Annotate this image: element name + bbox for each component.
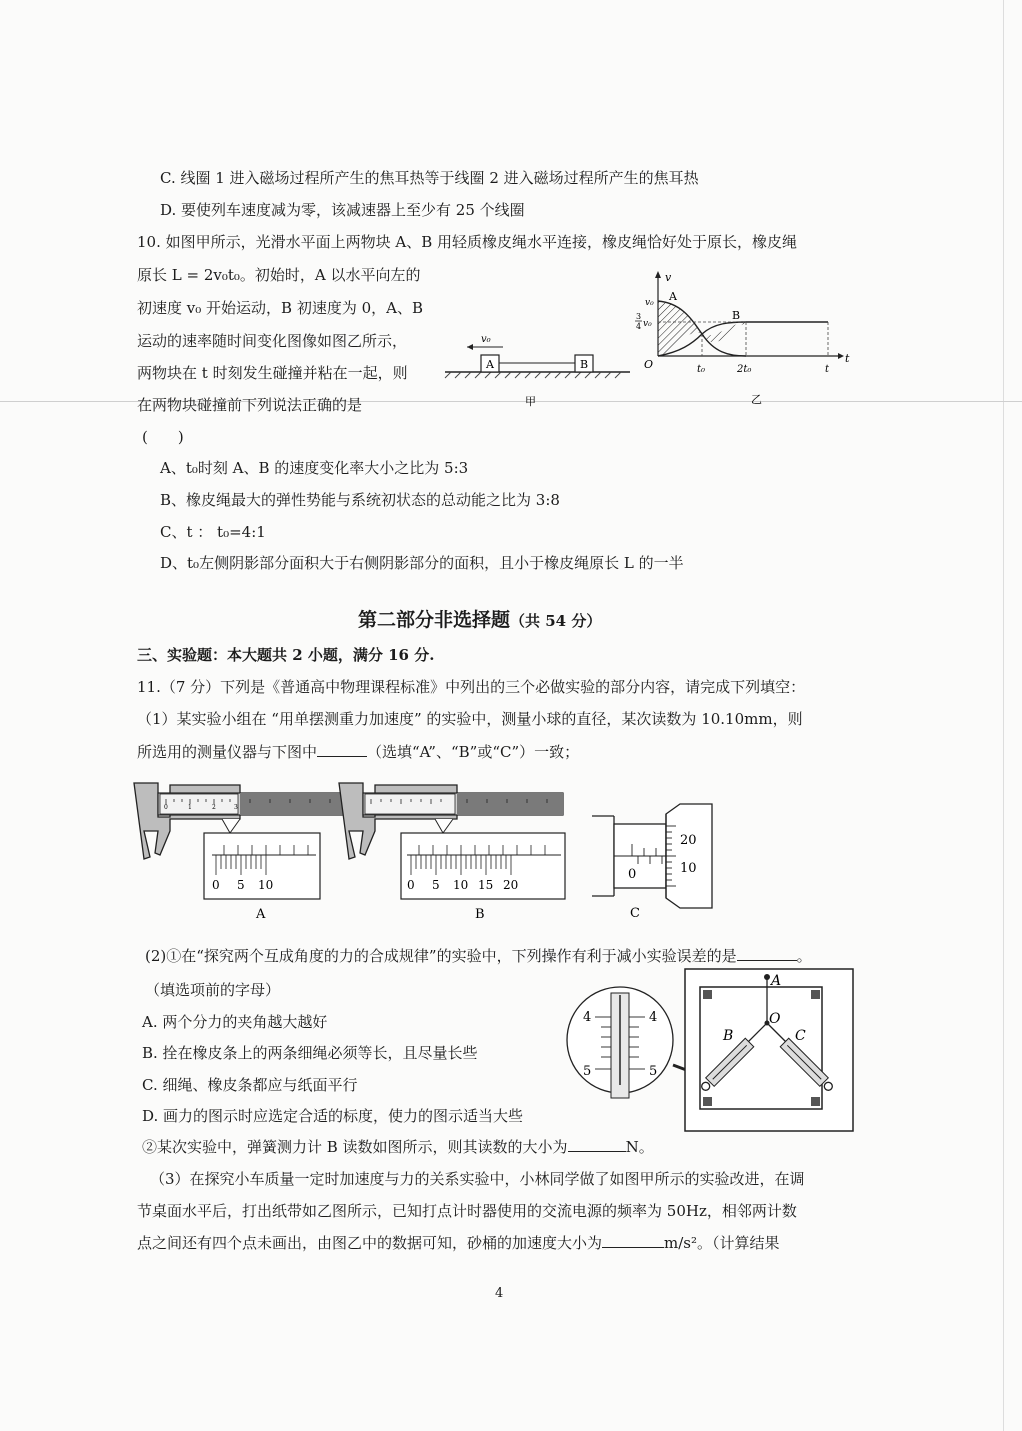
vernier-caliper-a xyxy=(130,775,350,925)
q11-stem: 11.（7 分）下列是《普通高中物理课程标准》中列出的三个必做实验的部分内容，请完成下列填空： xyxy=(137,678,806,696)
figure-yi-vt-graph xyxy=(636,268,856,408)
vernier-b-mark-10: 10 xyxy=(453,878,469,892)
page-number: 4 xyxy=(495,1286,504,1301)
t-tick-label: t xyxy=(825,364,830,375)
q10-option-b: B、橡皮绳最大的弹性势能与系统初状态的总动能之比为 3:8 xyxy=(160,491,560,509)
vernier-caliper-b xyxy=(335,775,570,925)
block-b-label: B xyxy=(579,358,589,371)
q11-option-a: A. 两个分力的夹角越大越好 xyxy=(142,1013,328,1031)
micrometer-mark-20: 20 xyxy=(680,833,697,848)
scale-a-top-2: 2 xyxy=(212,804,216,811)
q11-part1-suffix: （选填“A”、“B”或“C”）一致； xyxy=(367,743,580,761)
t0-tick-label: t₀ xyxy=(697,364,706,375)
q10-stem-line-4: 运动的速率随时间变化图像如图乙所示， xyxy=(137,332,408,350)
figure-b-label: B xyxy=(475,907,485,922)
vernier-b-mark-15: 15 xyxy=(478,878,494,892)
q11-part3-line-3 xyxy=(137,1233,780,1253)
q10-option-d: D、t₀左侧阴影部分面积大于右侧阴影部分的面积，且小于橡皮绳原长 L 的一半 xyxy=(160,554,684,572)
q11-part1-line-1: （1）某实验小组在 “用单摆测重力加速度” 的实验中，测量小球的直径，某次读数为 10.10mm，则 xyxy=(137,710,803,728)
micrometer-mark-10: 10 xyxy=(680,861,697,876)
q11-reading-unit: N。 xyxy=(625,1138,654,1156)
scale-a-top-3: 3 xyxy=(234,804,238,811)
scale-a-top-1: 1 xyxy=(188,804,192,811)
dial-mark-5-right: 5 xyxy=(649,1064,658,1079)
vernier-b-mark-20: 20 xyxy=(503,878,519,892)
page-edge xyxy=(1003,0,1004,1431)
micrometer-c xyxy=(588,800,728,925)
part2-title xyxy=(358,605,601,632)
part2-score: （共 54 分） xyxy=(510,612,602,630)
paper-sheet xyxy=(700,987,822,1109)
q11-part3-line-2: 节桌面水平后，打出纸带如乙图所示，已知打点计时器使用的交流电源的频率为 50Hz，相邻两计数 xyxy=(137,1202,797,1220)
figure-c-label: C xyxy=(630,906,640,921)
part2-title-text: 第二部分非选择题 xyxy=(358,609,511,631)
frac-v0-label: v₀ xyxy=(643,319,652,329)
q11-part2-period: 。 xyxy=(796,947,812,965)
q10-stem-line-2: 原长 L = 2v₀t₀。初始时，A 以水平向左的 xyxy=(137,266,421,284)
q9-option-d: D. 要使列车速度减为零，该减速器上至少有 25 个线圈 xyxy=(160,201,525,219)
figure-jia-label: 甲 xyxy=(525,395,536,408)
q10-option-c: C、t ： t₀=4:1 xyxy=(160,523,266,541)
q11-part2-stem: (2)①在“探究两个互成角度的力的合成规律”的实验中，下列操作有利于减小实验误差的是 xyxy=(145,947,737,965)
dial-mark-4-right: 4 xyxy=(649,1010,658,1025)
arrow-v0-label: v₀ xyxy=(481,334,491,345)
q11-option-b: B. 拴在橡皮条上的两条细绳必须等长，且尽量长些 xyxy=(142,1044,478,1062)
q11-part3-line-1: （3）在探究小车质量一定时加速度与力的关系实验中，小林同学做了如图甲所示的实验改进，在调 xyxy=(150,1170,805,1188)
q9-option-c: C. 线圈 1 进入磁场过程所产生的焦耳热等于线圈 2 进入磁场过程所产生的焦耳热 xyxy=(160,169,699,187)
q11-option-c: C. 细绳、橡皮条都应与纸面平行 xyxy=(142,1076,358,1094)
v-axis-label: v xyxy=(665,271,672,284)
2t0-tick-label: 2t₀ xyxy=(737,364,752,375)
q11-reading-prefix: ②某次实验中，弹簧测力计 B 读数如图所示，则其读数的大小为 xyxy=(142,1138,568,1156)
vernier-a-mark-0: 0 xyxy=(212,878,220,892)
dial-mark-4-left: 4 xyxy=(583,1010,592,1025)
micrometer-mark-0: 0 xyxy=(628,867,637,882)
q11-part1-line-2 xyxy=(137,742,579,762)
q11-part1-prefix: 所选用的测量仪器与下图中 xyxy=(137,743,318,761)
vernier-a-mark-10: 10 xyxy=(258,878,274,892)
block-a-label: A xyxy=(486,358,494,371)
label-c: C xyxy=(795,1028,806,1044)
q11-part2-hint: （填选项前的字母） xyxy=(145,981,281,999)
point-a-label: A xyxy=(669,290,677,303)
section-3-heading: 三、实验题：本大题共 2 小题，满分 16 分. xyxy=(137,646,435,664)
point-o-label: O xyxy=(769,1011,781,1027)
frac-denominator: 4 xyxy=(636,322,642,331)
answer-blank-3[interactable] xyxy=(568,1137,626,1152)
point-a-label: A xyxy=(771,973,782,989)
q11-part2-line-1 xyxy=(145,946,812,966)
figure-yi-label: 乙 xyxy=(751,393,762,406)
q10-stem-line-5: 两物块在 t 时刻发生碰撞并粘在一起，则 xyxy=(137,364,408,382)
v0-tick-label: v₀ xyxy=(645,298,654,308)
frac-numerator: 3 xyxy=(636,312,642,321)
q11-part3-prefix: 点之间还有四个点未画出，由图乙中的数据可知，砂桶的加速度大小为 xyxy=(137,1234,603,1252)
q10-option-a: A、t₀时刻 A、B 的速度变化率大小之比为 5:3 xyxy=(160,459,469,477)
q11-part3-unit: m/s²。（计算结果 xyxy=(664,1234,780,1252)
figure-a-label: A xyxy=(256,907,266,922)
figure-jia-blocks xyxy=(445,325,630,410)
answer-blank-4[interactable] xyxy=(602,1233,664,1248)
q10-stem-line-1: 10. 如图甲所示，光滑水平面上两物块 A、B 用轻质橡皮绳水平连接，橡皮绳恰好处于原长，橡皮绳 xyxy=(137,233,798,251)
vernier-b-mark-5: 5 xyxy=(432,878,440,892)
dial-mark-5-left: 5 xyxy=(583,1064,592,1079)
t-axis-label: t xyxy=(845,352,850,365)
force-composition-figure xyxy=(565,965,865,1135)
q10-answer-paren: ( ) xyxy=(142,428,184,446)
vernier-a-mark-5: 5 xyxy=(237,878,245,892)
q10-stem-line-3: 初速度 v₀ 开始运动，B 初速度为 0，A、B xyxy=(137,299,423,317)
vernier-b-mark-0: 0 xyxy=(407,878,415,892)
answer-blank-2[interactable] xyxy=(737,946,797,961)
point-b-label: B xyxy=(732,309,741,322)
answer-blank-1[interactable] xyxy=(317,742,367,757)
label-b: B xyxy=(723,1028,734,1044)
q11-part2-reading xyxy=(142,1137,654,1157)
origin-label: O xyxy=(644,358,654,371)
q10-stem-line-6: 在两物块碰撞前下列说法正确的是 xyxy=(137,396,363,414)
scale-a-top-0: 0 xyxy=(164,804,168,811)
q11-option-d: D. 画力的图示时应选定合适的标度，使力的图示适当大些 xyxy=(142,1107,524,1125)
